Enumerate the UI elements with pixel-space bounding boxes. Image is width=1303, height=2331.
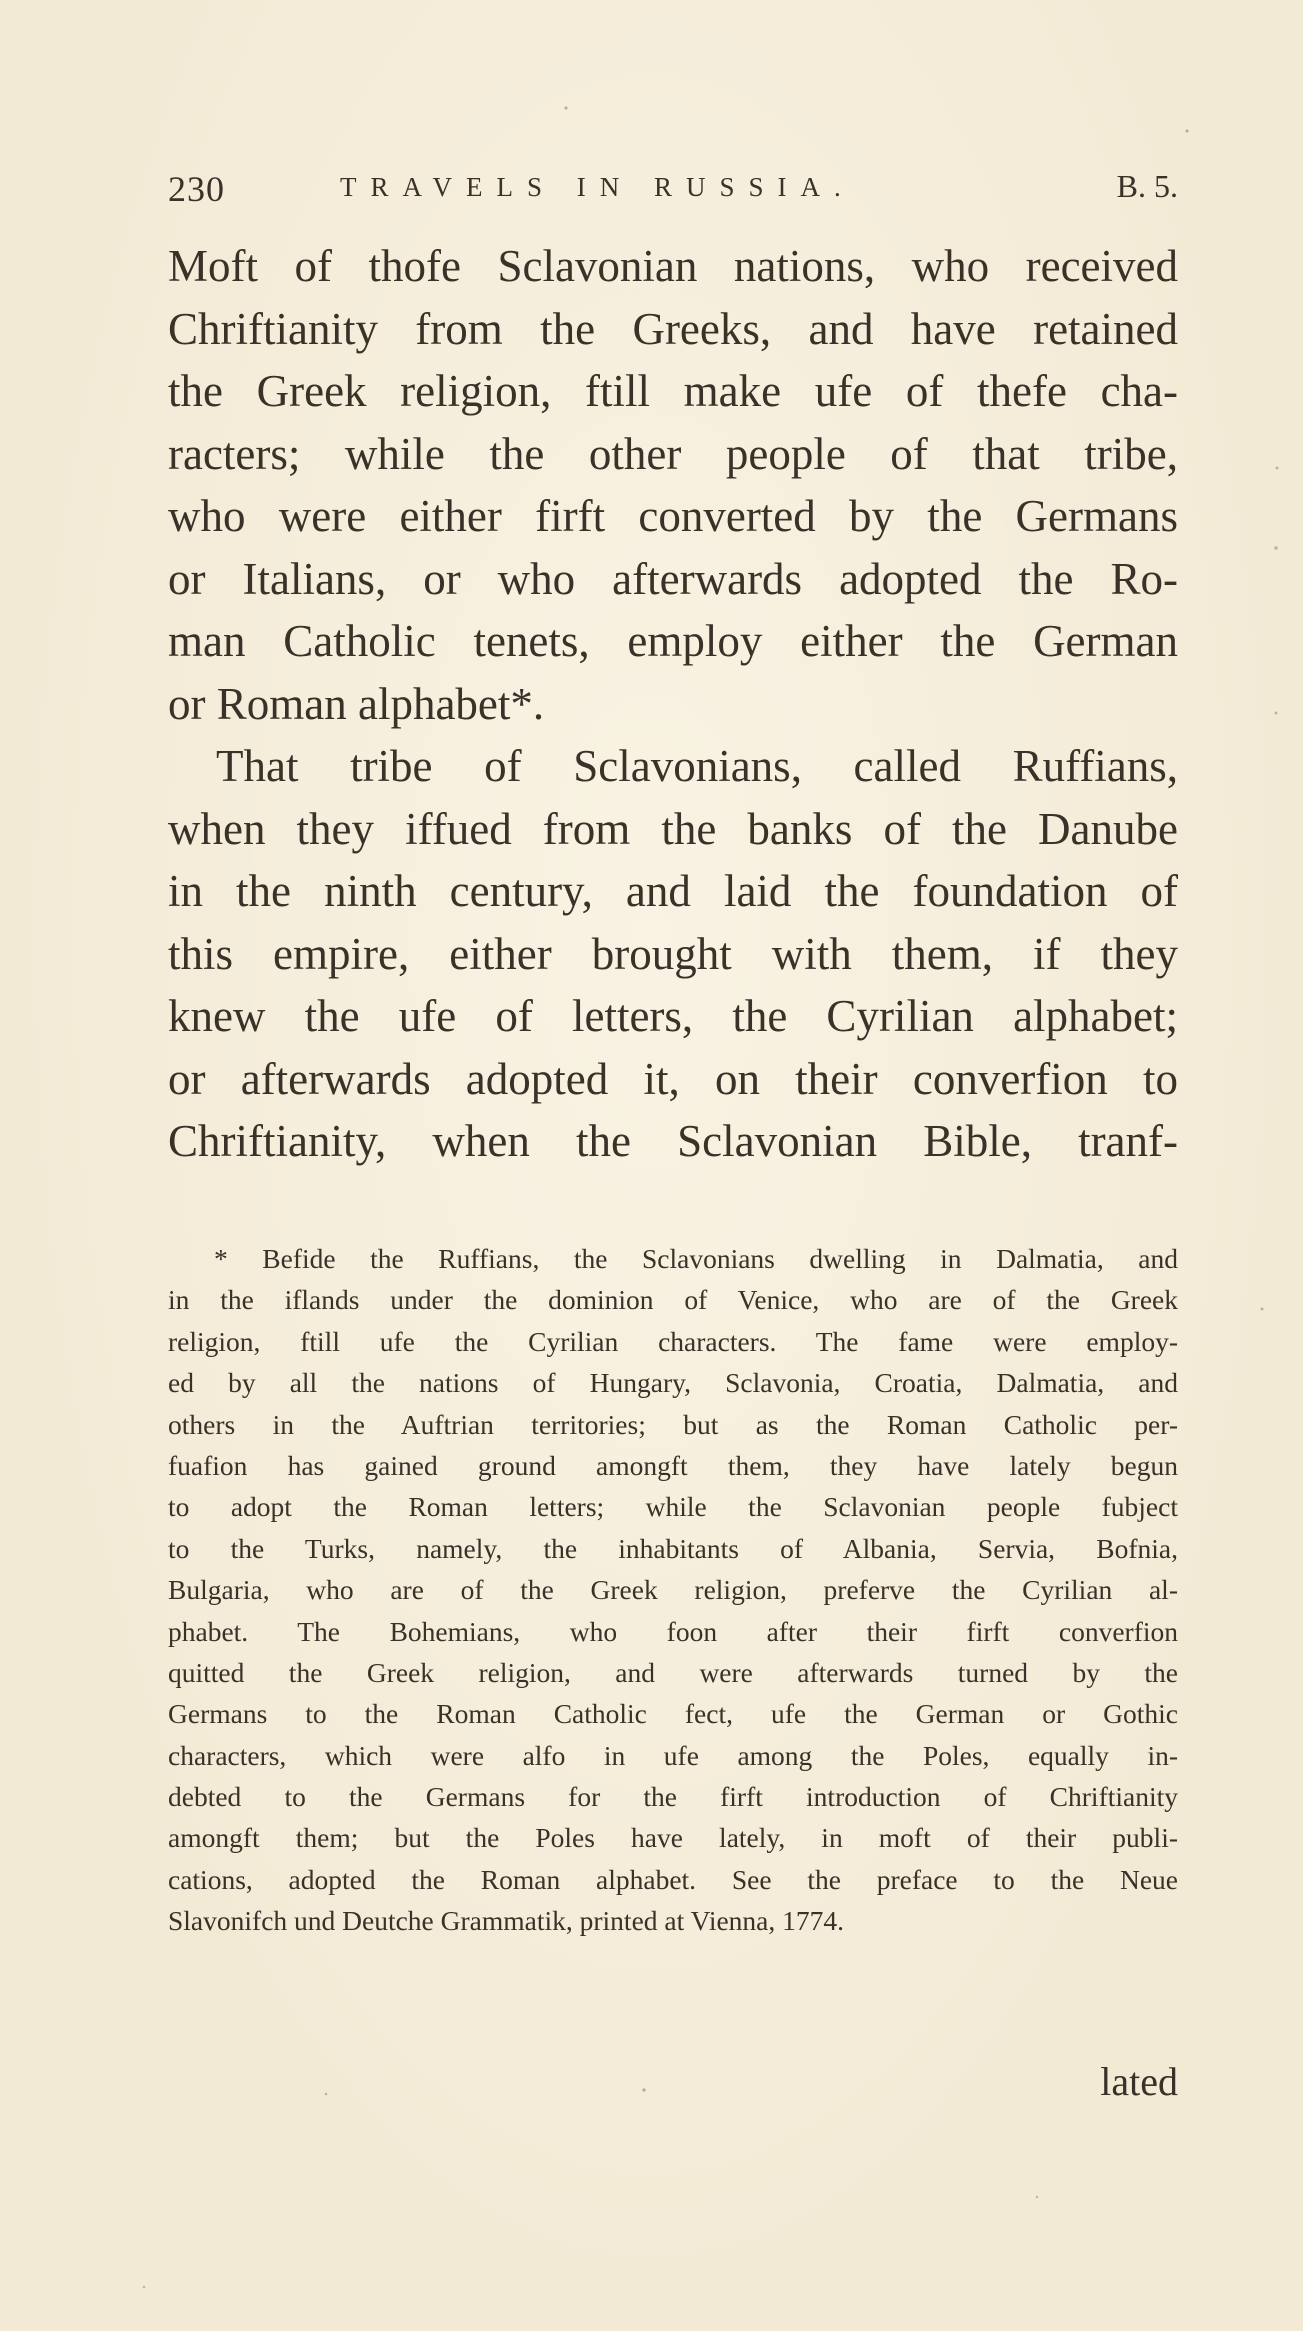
footnote-line: religion, ftill ufe the Cyrilian characters. The fame were employ- — [168, 1325, 1178, 1357]
footnote-line: amongft them; but the Poles have lately, in moft of their publi- — [168, 1822, 1178, 1854]
footnote-line: fuafion has gained ground amongft them, they have lately begun — [168, 1449, 1178, 1481]
footnote-line: debted to the Germans for the firft introduction of Chriftianity — [168, 1781, 1178, 1813]
page-number: 230 — [168, 169, 225, 209]
footnote-line: to adopt the Roman letters; while the Sclavonian people fubject — [168, 1491, 1178, 1523]
footnote-line: in the iflands under the dominion of Venice, who are of the Greek — [168, 1284, 1178, 1316]
text-line: this empire, either brought with them, if they — [168, 928, 1178, 979]
footnote-line: quitted the Greek religion, and were afterwards turned by the — [168, 1656, 1178, 1688]
footnote-line: Bulgaria, who are of the Greek religion, preferve the Cyrilian al- — [168, 1574, 1178, 1606]
footnote-line: Slavonifch und Deutche Grammatik, printed at Vienna, 1774. — [168, 1905, 845, 1937]
footnote-line: * Befide the Ruffians, the Sclavonians dwelling in Dalmatia, and — [214, 1243, 1178, 1274]
footnote-line: cations, adopted the Roman alphabet. See the preface to the Neue — [168, 1863, 1178, 1895]
book-reference: B. 5. — [1116, 168, 1178, 204]
text-line: or Italians, or who afterwards adopted the Ro- — [168, 553, 1178, 604]
footnote-line: others in the Auftrian territories; but as the Roman Catholic per- — [168, 1408, 1178, 1440]
text-line: or afterwards adopted it, on their converfion to — [168, 1053, 1178, 1104]
text-line: man Catholic tenets, employ either the German — [168, 616, 1178, 666]
footnote-line: phabet. The Bohemians, who foon after their firft converfion — [168, 1615, 1178, 1647]
text-line: That tribe of Sclavonians, called Ruffians, — [216, 741, 1178, 791]
text-line: or Roman alphabet*. — [168, 678, 545, 729]
text-line: when they iffued from the banks of the Danube — [168, 803, 1178, 854]
catchword: lated — [1100, 2059, 1178, 2104]
text-line: Chriftianity, when the Sclavonian Bible, tranf- — [168, 1116, 1178, 1166]
text-line: the Greek religion, ftill make ufe of thefe cha- — [168, 366, 1178, 416]
running-title: TRAVELS IN RUSSIA. — [340, 172, 855, 202]
text-line: who were either firft converted by the Germans — [168, 491, 1178, 541]
text-line: in the ninth century, and laid the foundation of — [168, 866, 1178, 916]
footnote-line: ed by all the nations of Hungary, Sclavonia, Croatia, Dalmatia, and — [168, 1367, 1178, 1399]
footnote-line: Germans to the Roman Catholic fect, ufe the German or Gothic — [168, 1698, 1178, 1730]
text-line: Moft of thofe Sclavonian nations, who received — [168, 241, 1178, 291]
text-line: Chriftianity from the Greeks, and have retained — [168, 303, 1178, 354]
footnote-line: characters, which were alfo in ufe among the Poles, equally in- — [168, 1739, 1178, 1771]
text-line: knew the ufe of letters, the Cyrilian alphabet; — [168, 991, 1178, 1041]
footnote-line: to the Turks, namely, the inhabitants of Albania, Servia, Bofnia, — [168, 1532, 1178, 1564]
text-line: racters; while the other people of that tribe, — [168, 428, 1178, 479]
